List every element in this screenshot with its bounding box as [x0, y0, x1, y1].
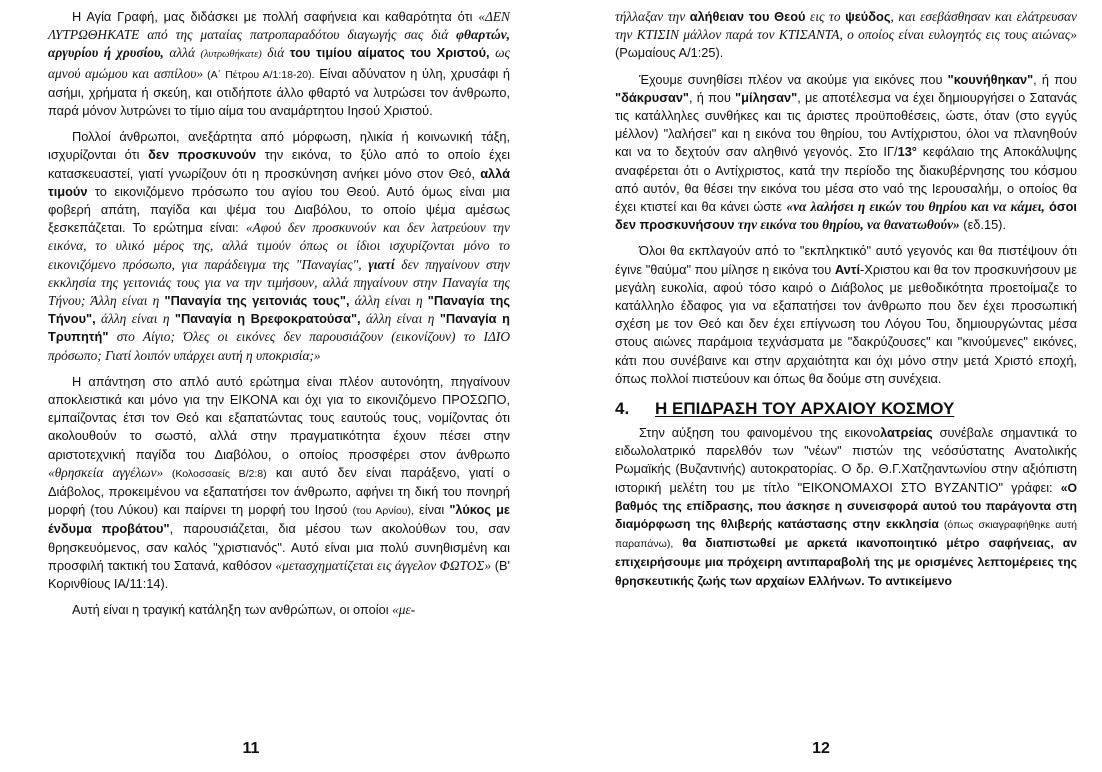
paragraph: Στην αύξηση του φαινομένου της εικονολατρείας συνέβαλε σημαντικά το ειδωλολατρικό παρελθόν των "νέων" πιστών της νεόσύστατης Ανατολικής Ρωμαϊκής (Βυζαντινής) αυτοκρατορίας. Ο δρ. Θ.Γ.Χατζηαντωνίου στην αξιόπιστη ιστορική μελέτη του με τίτλο "ΕΙΚΟΝΟΜΑΧΟΙ ΣΤΟ ΒΥΖΑΝΤΙΟ" γράφει: «Ο βαθμός της επίδρασης, που άσκησε η συνεισφορά αυτού του παράγοντα στη διαμόρφωση της θλιβερής κατάστασης στην εκκλησία (όπως σκιαγραφήθηκε αυτή παραπάνω), θα διαπιστωθεί με αρκετά ικανοποιητικό μέτρο σαφήνειας, αν επιχειρήσουμε μια πρόχειρη αντιπαραβολή της με ορισμένες λεπτομέρειες της θρησκευτικής ζωής των αρχαίων Ελλήνων. Το αντικείμενο — [615, 425, 1077, 588]
page-right-text — [615, 8, 1077, 598]
paragraph: τήλλαξαν την αλήθειαν του Θεού εις το ψεύδος, και εσεβάσθησαν και ελάτρευσαν την ΚΤΙΣΙΝ μάλλον παρά τον ΚΤΙΣΑΝΤΑ, ο οποίος είναι ευλογητός εις τους αιώνας» (Ρωμαίους Α/1:25). — [615, 9, 1077, 61]
paragraph: Έχουμε συνηθίσει πλέον να ακούμε για εικόνες που "κουνήθηκαν", ή που "δάκρυσαν", ή που "μίλησαν", με αποτέλεσμα να έχει δημιουργήσει ο Σατανάς τις κατάλληλες συνθήκες και τις άριστες προϋποθέσεις, ώστε, όταν (στο εγγύς μέλλον) "λαλήσει" και η εικόνα του θηρίου, του Αντίχριστου, όλοι να πλανηθούν και να το δεχτούν σαν αληθινό γεγονός. Στο ΙΓ/13° κεφάλαιο της Αποκάλυψης αναφέρεται ότι ο Αντίχριστος, κατά την περίοδο της διακυβέρνησης του κόσμου από αυτόν, θα θέσει την εικόνα του μέσα στο ναό της Ιερουσαλήμ, ο οποίος θα έχει κτιστεί και θα κάνει ώστε «να λαλήσει η εικών του θηρίου και να κάμει, όσοι δεν προσκυνήσουν την εικόνα του θηρίου, να θανατωθούν» (εδ.15). — [615, 71, 1078, 233]
page-right — [551, 0, 1102, 772]
paragraph: Αυτή είναι η τραγική κατάληξη των ανθρώπων, οι οποίοι «με- — [72, 602, 416, 618]
paragraph: Όλοι θα εκπλαγούν από το "εκπληκτικό" αυτό γεγονός και θα πιστέψουν ότι έγινε "θαύμα" που μίλησε η εικόνα του Αντί-Χριστου και θα τον προσκυνήσουν με μεγάλη ευκολία, αφού τόσο καιρό ο Διάβολος με μεθοδικότητα προετοίμαζε το κατάλληλο έδαφος για να εξαπατήσει τον άνθρωπο που δεν έχει προσωπική σχέση με τον Θεό και δεν έχει επίγνωση του Λόγου Του, δημιουργώντας μέσα στους αιώνες παράμοια τεχνάσματα με "δακρύζουσες" και "κινούμενες" εικόνες, κάτι που συνέβαινε και στην αρχαιότητα και όχι μόνο στην μετά Χριστό εποχή, όπως πολλοί πιστεύουν και όπως θα δούμε στη συνέχεια. — [615, 243, 1077, 386]
section-number: 4. — [615, 399, 630, 419]
page-number: 12 — [812, 740, 830, 757]
section-title: Η ΕΠΙΔΡΑΣΗ ΤΟΥ ΑΡΧΑΙΟΥ ΚΟΣΜΟΥ — [655, 399, 955, 419]
paragraph: Η απάντηση στο απλό αυτό ερώτημα είναι πλέον αυτονόητη, πηγαίνουν αποκλειστικά και μόνο για την ΕΙΚΟΝΑ και όχι για το εικονιζόμενο ΠΡΟΣΩΠΟ, εμπαίζοντας έτσι τον Θεό και εξαπατώντας τους εαυτούς τους, νομίζοντας ότι ακολουθούν το σωστό, αλλά στην πραγματικότητα έχουν πέσει στην αριστοτεχνική παγίδα του Διαβόλου, ο οποίος προσφέρει στον άνθρωπο «θρησκεία αγγέλων» (Κολοσσαείς Β/2:8) και αυτό δεν είναι παράξενο, γιατί ο Διάβολος, προκειμένου να εξαπατήσει τον άνθρωπο, αφήνει τη δική του πονηρή μορφή (του Λύκου) και παίρνει τη μορφή του Ιησού (του Αρνίου), είναι "λύκος με ένδυμα προβάτου", παρουσιάζεται, δια μέσου των ακολούθων του, σαν θρησκευόμενος, σαν καλός "χριστιανός". Αυτό είναι μια πολύ συνηθισμένη και προσφιλή τακτική του Σατανά, καθόσον «μετασχηματίζεται εις άγγελον ΦΩΤΟΣ» (Β' Κορινθίους ΙΑ/11:14). — [48, 373, 511, 592]
paragraph: Πολλοί άνθρωποι, ανεξάρτητα από μόρφωση, ηλικία ή κοινωνική τάξη, ισχυρίζονται ότι δεν προσκυνούν την εικόνα, το ξύλο από το οποίο έχει κατασκευαστεί, γιατί γνωρίζουν ότι η προσκύνηση ανήκει μόνο στον Θεό, αλλά τιμούν το εικονιζόμενο πρόσωπο του αγίου του Θεού. Αυτό όμως είναι μια φοβερή απάτη, παγίδα και ψέμα του Διαβόλου, το οποίο ψέμα αμέσως ξεσκεπάζεται. Το ερώτημα είναι: «Αφού δεν προσκυνούν και δεν λατρεύουν την εικόνα, το υλικό μέρος της, αλλά τιμούν όπως οι ίδιοι ισχυρίζονται μόνο το εικονιζόμενο πρόσωπο, για παράδειγμα της "Παναγίας", γιατί δεν πηγαίνουν στην εκκλησία της γειτονιάς τους για να την τιμήσουν, αλλά πηγαίνουν στην Παναγία της Τήνου; Άλλη είναι η "Παναγία της γειτονιάς τους", άλλη είναι η "Παναγία της Τήνου", άλλη είναι η "Παναγία η Βρεφοκρατούσα", άλλη είναι η "Παναγία η Τρυπητή" στο Αίγιο; Όλες οι εικόνες δεν παρουσιάζουν (εικονίζουν) το ΙΔΙΟ πρόσωπο; Γιατί λοιπόν υπάρχει αυτή η υποκρισία;» — [48, 129, 511, 363]
page-number: 11 — [242, 740, 260, 757]
paragraph: Η Αγία Γραφή, μας διδάσκει με πολλή σαφήνεια και καθαρότητα ότι «ΔΕΝ ΛΥΤΡΩΘΗΚΑΤΕ από της ματαίας πατροπαραδότου διαγωγής σας διά φθαρτών, αργυρίου ή χρυσίου, αλλά (λυτρωθήκατε) διά του τιμίου αίματος του Χριστού, ως αμνού αμώμου και ασπίλου» (Α΄ Πέτρου Α/1:18-20). Είναι αδύνατον η ύλη, χρυσάφι ή ασήμι, χρήματα ή σκεύη, και οτιδήποτε άλλο φθαρτό να λυτρώσει τον άνθρωπο, παρά μόνον λυτρώνει το τίμιο αίμα του αναμάρτητου Ιησού Χριστού. — [48, 9, 510, 119]
page-left-text — [48, 8, 510, 628]
section-heading — [615, 398, 1077, 420]
